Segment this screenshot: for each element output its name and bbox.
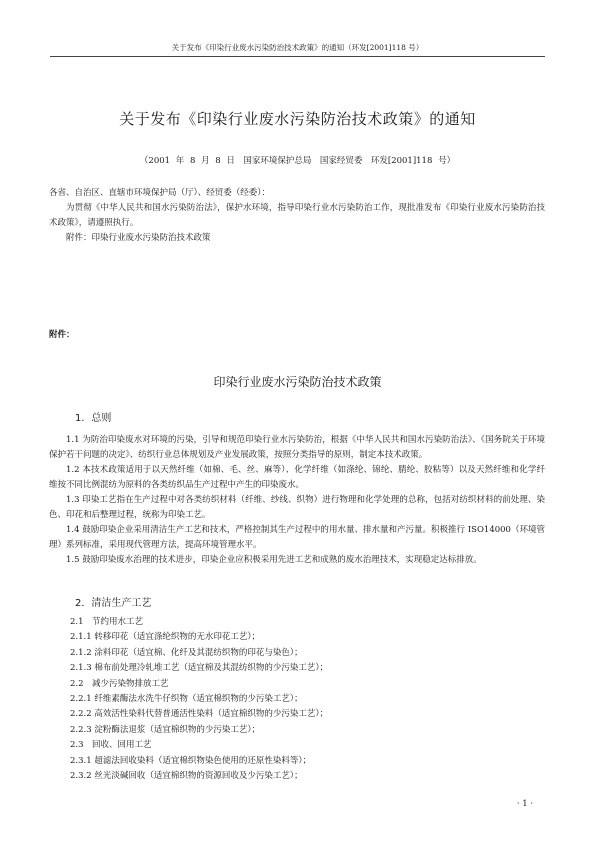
list-item: 2.3.2 丝光淡碱回收（适宜棉织物的资源回收及少污染工艺）； — [70, 771, 303, 782]
list-item: 2.1.3 棉布前处理冷轧堆工艺（适宜棉及其混纺织物的少污染工艺）； — [70, 663, 329, 674]
paragraph-1-3: 1.3 印染工艺指在生产过程中对各类纺织材料（纤维、纱线、织物）进行物理和化学处理的总称，包括对纺织材料的前处理、染色、印花和后整理过程，统称为印染工艺。 — [49, 495, 545, 520]
document-title: 关于发布《印染行业废水污染防治技术政策》的通知 — [119, 110, 476, 128]
notice-attachment-reference: 附件：印染行业废水污染防治技术政策 — [66, 233, 211, 243]
notice-paragraph: 为贯彻《中华人民共和国水污染防治法》，保护水环境，指导印染行业水污染防治工作，现批准发布《印染行业废水污染防治技术政策》，请遵照执行。 — [49, 203, 545, 228]
list-item: 2.3 回收、回用工艺 — [70, 740, 152, 751]
running-header: 关于发布《印染行业废水污染防治技术政策》的通知（环发[2001]118 号） — [171, 43, 424, 52]
paragraph-1-2: 1.2 本技术政策适用于以天然纤维（如棉、毛、丝、麻等）、化学纤维（如涤纶、锦纶、腈纶、胶粘等）以及天然纤维和化学纤维按不同比例混纺为原料的各类纺织品生产过程中产生的印染废水。 — [49, 465, 545, 490]
list-item: 2.1 节约用水工艺 — [70, 617, 144, 627]
notice-addressee: 各省、自治区、直辖市环境保护局（厅）、经贸委（经委）： — [49, 188, 271, 198]
list-item: 2.1.1 转移印花（适宜涤纶织物的无水印花工艺）； — [70, 632, 261, 643]
header-divider — [50, 56, 545, 57]
paragraph-1-4: 1.4 鼓励印染企业采用清洁生产工艺和技术，严格控制其生产过程中的用水量、排水量和产污量。积极推行 ISO14000（环境管理）系列标准，采用现代管理方法，提高环境管理水平。 — [49, 525, 545, 550]
paragraph-1-5: 1.5 鼓励印染废水治理的技术进步，印染企业应积极采用先进工艺和成熟的废水治理技术，实现稳定达标排放。 — [66, 555, 482, 565]
list-item: 2.2.2 高效活性染料代替普通活性染料（适宜棉织物的少污染工艺）； — [70, 709, 329, 720]
list-item: 2.2.3 淀粉酶法退浆（适宜棉织物的少污染工艺）； — [70, 724, 261, 735]
list-item: 2.2 减少污染物排放工艺 — [70, 678, 169, 689]
section-1-body — [49, 433, 545, 568]
document-subtitle: （2001 年 8 月 8 日 国家环境保护总局 国家经贸委 环发[2001]118 号） — [139, 156, 456, 166]
list-item: 2.3.1 超滤法回收染料（适宜棉织物染色使用的还原性染料等）； — [70, 755, 312, 766]
section-1-heading: 1．总则 — [75, 413, 112, 424]
attachment-label: 附件： — [49, 330, 75, 340]
list-item: 2.2.1 纤维素酶法水洗牛仔织物（适宜棉织物的少污染工艺）； — [70, 694, 303, 705]
policy-title: 印染行业废水污染防治技术政策 — [213, 375, 382, 389]
notice-body — [49, 186, 545, 246]
section-2-list — [70, 615, 545, 784]
list-item: 2.1.2 涂料印花（适宜棉、化纤及其混纺织物的印花与染色）； — [70, 647, 303, 658]
page-number: · 1 · — [516, 799, 534, 809]
section-2-heading: 2．清洁生产工艺 — [75, 598, 152, 609]
paragraph-1-1: 1.1 为防治印染废水对环境的污染，引导和规范印染行业水污染防治，根据《中华人民共和国水污染防治法》、《国务院关于环境保护若干问题的决定》、纺织行业总体规划及产业发展政策，按照分类指导的原则，制定本技术政策。 — [49, 435, 545, 460]
